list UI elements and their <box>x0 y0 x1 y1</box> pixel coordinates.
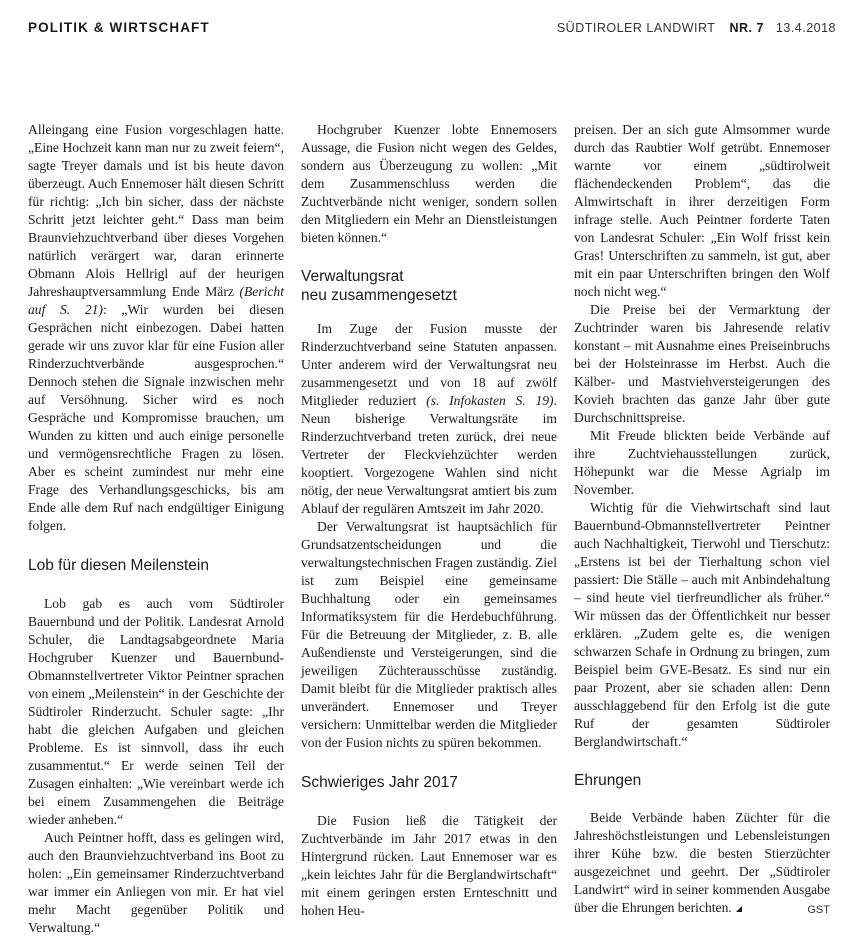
page-header <box>28 18 836 40</box>
publication-name: SÜDTIROLER LANDWIRT <box>556 21 716 35</box>
subheading-verwaltungsrat: Verwaltungsrat neu zusammengesetzt <box>301 268 457 304</box>
article-column-2 <box>301 121 557 920</box>
paragraph: Die Preise bei der Vermarktung der Zuchtrinder waren bis Jahresende relativ konstant – mit Ausnahme eines Preiseinbruchs bei der Holsteinrasse im Herbst. Auch die Kälber- und Mastviehversteigerungen des Kovieh brachten das ganze Jahr über gute Durchschnittspreise. <box>574 302 830 425</box>
article-column-1 <box>28 121 284 937</box>
paragraph: preisen. Der an sich gute Almsommer wurde durch das Raubtier Wolf getrübt. Ennemoser warnte vor einem „südtirolweit flächendeckenden Problem“, das die Almwirtschaft in ihrer derzeitigen Form infrage stelle. Auch Peintner forderte Taten von Landesrat Schuler: „Ein Wolf frisst kein Gras! Unterschriften zu sammeln, ist gut, aber mit ein paar Unterschriften bringen den Wolf noch nicht weg.“ <box>574 122 830 299</box>
header-meta <box>557 21 836 35</box>
issue-number: NR. 7 <box>729 21 764 35</box>
paragraph: Lob gab es auch vom Südtiroler Bauernbund und der Politik. Landesrat Arnold Schuler, die Landtagsabgeordnete Maria Hochgruber Kuenzer und Bauernbund-Obmannstellvertreter Viktor Peintner sprachen von einem „Meilenstein“ in der Geschichte der Südtiroler Rinderzucht. Schuler sagte: „Ihr habt die gleichen Aufgaben und gleichen Probleme. Es ist sinnvoll, dass ihr euch zusammentut.“ Er werde seinen Teil der Zusagen einhalten: „Wie vereinbart werde ich bei einem Zusammengehen die Beiträge wieder anheben.“ <box>28 596 284 827</box>
paragraph: Beide Verbände haben Züchter für die Jahreshöchstleistungen und Lebensleistungen ihrer Kühe bzw. die besten Stierzüchter ausgezeichnet und geehrt. Der „Südtiroler Landwirt“ wird in seiner kommenden Ausgabe über die Ehrungen berichten. GST <box>574 809 830 917</box>
paragraph: Der Verwaltungsrat ist hauptsächlich für Grundsatzentscheidungen und die verwaltungstechnischen Fragen zuständig. Ziel ist zum Beispiel eine gemeinsame Buchhaltung oder ein gemeinsames Informatiksystem für die Herdebuchführung. Für die Betreuung der Mitglieder, z. B. alle Außendienste und Versteigerungen, sind die jeweiligen Züchterausschüsse zuständig. Damit bleibt für die Mitglieder praktisch alles unverändert. Ennemoser und Treyer versichern: Unmittelbar werden die Mitglieder von der Fusion nichts zu spüren bekommen. <box>301 519 557 750</box>
issue-date: 13.4.2018 <box>775 21 836 35</box>
subheading-ehrungen: Ehrungen <box>574 772 642 789</box>
end-mark-icon <box>736 906 742 912</box>
subheading-lob: Lob für diesen Meilenstein <box>28 557 209 574</box>
paragraph: Wichtig für die Viehwirtschaft sind laut Bauernbund-Obmannstellvertreter Peintner auch Nachhaltigkeit, Tierwohl und Tierschutz: „Erstens ist bei der Tierhaltung schon viel passiert: Die Ställe – auch mit Anbindehaltung – sind heute viel tierfreundlicher als früher.“ Wir müssen das der Öffentlichkeit nur besser erklären. „Zudem gelte es, die wenigen schwarzen Schafe in Ordnung zu bringen, zum Beispiel beim GVE-Besatz. Es sind nur ein paar Prozent, aber sie schaden allen: Denn ausschlaggebend für den Erfolg ist die gute Ruf der gesamten Südtiroler Berglandwirtschaft.“ <box>574 500 830 749</box>
paragraph: Hochgruber Kuenzer lobte Ennemosers Aussage, die Fusion nicht wegen des Geldes, sondern aus Überzeugung zu wollen: „Mit dem Zusammenschluss werden die Zuchtverbände nicht weniger, sondern sollen den Mitgliedern ein Mehr an Dienstleistungen bieten können.“ <box>301 122 557 245</box>
paragraph: Auch Peintner hofft, dass es gelingen wird, auch den Braunviehzuchtverband ins Boot zu holen: „Ein gemeinsamer Rinderzuchtverband war immer ein Anliegen von mir. Er hat viel mehr Macht gegenüber Politik und Verwaltung.“ <box>28 830 284 935</box>
cross-reference: (s. Infokasten S. 19) <box>426 393 554 408</box>
paragraph: Mit Freude blickten beide Verbände auf ihre Zuchtviehausstellungen zurück, Höhepunkt war die Messe Agrialp im November. <box>574 428 830 497</box>
author-initials: GST <box>807 904 830 916</box>
cross-reference: (Bericht auf S. 21) <box>28 284 284 317</box>
paragraph: Die Fusion ließ die Tätigkeit der Zuchtverbände im Jahr 2017 etwas in den Hintergrund rücken. Laut Ennemoser war es „kein leichtes Jahr für die Berglandwirtschaft“ mit einem geringen ersten Ernteschnitt und hohen Heu- <box>301 813 557 918</box>
article-column-3 <box>574 121 830 919</box>
section-title: POLITIK & WIRTSCHAFT <box>28 20 210 35</box>
subheading-schwieriges-jahr: Schwieriges Jahr 2017 <box>301 774 458 791</box>
paragraph: Alleingang eine Fusion vorgeschlagen hatte. „Eine Hochzeit kann man nur zu zweit feiern“, sagte Treyer damals und ist bis heute davon überzeugt. Auch Ennemoser hält diesen Schritt für richtig: „Ich bin sicher, dass der nächste Schritt jetzt leichter geht.“ Dass man beim Braunviehzuchtverband über dieses Vorgehen natürlich verärgert war, daran erinnerte Obmann Alois Hellrigl auf der heurigen Jahreshauptversammlung Ende März (Bericht auf S. 21): „Wir wurden bei diesen Gesprächen nicht einbezogen. Dabei hatten gerade wir uns zuvor klar für eine Fusion aller Rinderzuchtverbände ausgesprochen.“ Dennoch stehen die Signale inzwischen mehr auf Versöhnung. Sicher wird es noch Gespräche und Kompromisse brauchen, um Wunden zu kitten und auch einige personelle und vermögensrechtliche Fragen zu lösen. Aber es scheint zumindest nur mehr eine Frage des Verhandlungsgeschicks, bis am Ende alle dem Ruf nach endgültiger Einigung folgen. <box>28 122 284 533</box>
paragraph: Im Zuge der Fusion musste der Rinderzuchtverband seine Statuten anpassen. Unter anderem wird der Verwaltungsrat neu zusammengesetzt und von 18 auf zwölf Mitglieder reduziert (s. Infokasten S. 19). Neun bisherige Verwaltungsräte im Rinderzuchtverband treten zurück, drei neue Vertreter der Fleckviehzüchter werden kooptiert. Vorgezogene Wahlen sind nicht nötig, der neue Verwaltungsrat amtiert bis zum Ablauf der regulären Amtszeit im Jahr 2020. <box>301 321 557 516</box>
